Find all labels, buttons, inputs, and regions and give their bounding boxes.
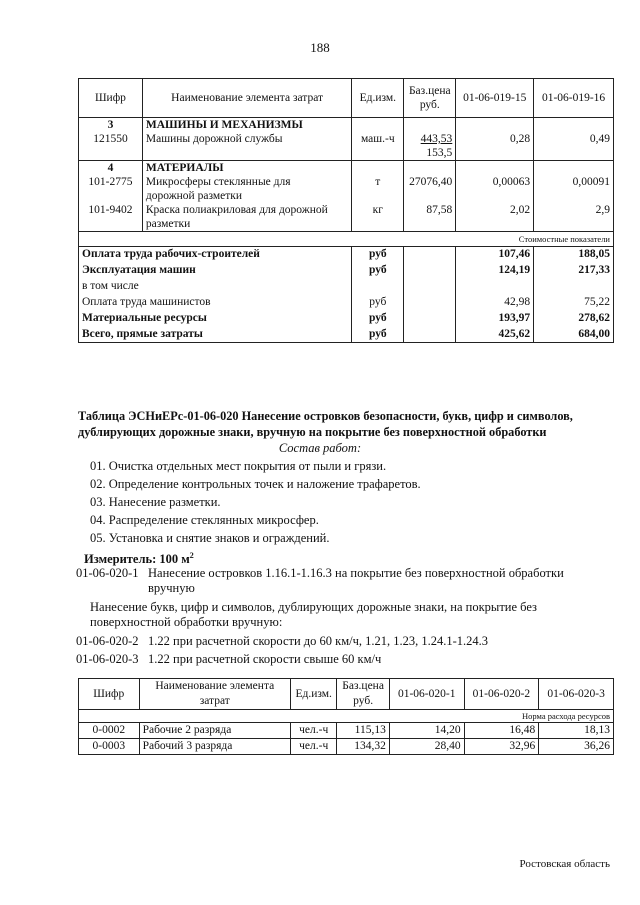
entry-text-cont: вручную <box>148 581 195 595</box>
cost-indicators-row <box>79 232 614 247</box>
entry-code: 01-06-020-3 <box>76 652 139 666</box>
section-heading-line2: дублирующих дорожные знаки, вручную на покрытие без поверхностной обработки <box>78 425 547 439</box>
list-item: 02. Определение контрольных точек и наложение трафаретов. <box>90 477 421 491</box>
row-name: Рабочий 3 разряда <box>139 739 290 755</box>
summary-row <box>79 279 614 295</box>
summary-row <box>79 311 614 327</box>
price-numerator: 443,53 <box>420 133 453 145</box>
entry-020-2 <box>76 634 488 649</box>
group-line2: поверхностной обработки вручную: <box>90 615 283 629</box>
row-name <box>142 175 351 203</box>
col-header-020-2: 01-06-020-2 <box>464 679 539 710</box>
col-header-019-15: 01-06-019-15 <box>456 79 534 118</box>
row-name: Рабочие 2 разряда <box>139 723 290 739</box>
row-value-2: 32,96 <box>464 739 539 755</box>
summary-value-2: 278,62 <box>534 311 614 327</box>
row-value-1: 2,02 <box>456 203 534 232</box>
table-row <box>79 723 614 739</box>
summary-label: Оплата труда машинистов <box>79 295 352 311</box>
entry-group <box>90 600 630 630</box>
cost-indicators-label: Стоимостные показатели <box>79 232 614 247</box>
work-heading: Состав работ: <box>278 441 362 455</box>
page-number: 188 <box>310 40 330 55</box>
section-row-machines <box>79 118 614 133</box>
section-title: МАТЕРИАЛЫ <box>142 161 351 176</box>
entry-code: 01-06-020-1 <box>76 566 139 580</box>
row-price: 134,32 <box>337 739 389 755</box>
summary-row <box>79 263 614 279</box>
row-code: 0-0003 <box>79 739 140 755</box>
summary-value-2: 217,33 <box>534 263 614 279</box>
row-code: 101-9402 <box>79 203 143 232</box>
row-code: 121550 <box>79 132 143 161</box>
entry-text: Нанесение островков 1.16.1-1.16.3 на покрытие без поверхностной обработки <box>148 566 564 580</box>
row-value-3: 18,13 <box>539 723 614 739</box>
summary-row <box>79 295 614 311</box>
table-row <box>79 739 614 755</box>
row-value-1: 0,28 <box>456 132 534 161</box>
row-code: 101-2775 <box>79 175 143 203</box>
summary-unit: руб <box>352 247 404 263</box>
summary-value-2: 684,00 <box>534 327 614 343</box>
footer-region: Ростовская область <box>519 858 610 870</box>
col-header-name: Наименование элемента затрат <box>139 679 290 710</box>
col-header-019-16: 01-06-019-16 <box>534 79 614 118</box>
section-number: 3 <box>79 118 143 133</box>
table-row <box>79 203 614 232</box>
row-name-line1: Краска полиакриловая для дорожной <box>145 204 328 216</box>
norm-row <box>79 710 614 723</box>
entry-text: 1.22 при расчетной скорости свыше 60 км/ч <box>148 652 382 666</box>
row-price <box>404 132 456 161</box>
row-unit: т <box>352 175 404 203</box>
group-line1: Нанесение букв, цифр и символов, дублирующих дорожные знаки, на покрытие без <box>90 600 537 614</box>
list-item: 03. Нанесение разметки. <box>90 495 221 509</box>
row-name-line2: дорожной разметки <box>145 190 242 202</box>
row-unit: чел.-ч <box>290 723 336 739</box>
summary-unit: руб <box>352 295 404 311</box>
list-item: 04. Распределение стеклянных микросфер. <box>90 513 319 527</box>
col-header-price: Баз.цена руб. <box>404 79 456 118</box>
row-name <box>142 203 351 232</box>
row-value-2: 2,9 <box>534 203 614 232</box>
norm-label: Норма расхода ресурсов <box>79 710 614 723</box>
meter <box>84 548 194 567</box>
meter-sup: 2 <box>189 551 194 560</box>
section-row-materials <box>79 161 614 176</box>
col-header-unit: Ед.изм. <box>352 79 404 118</box>
entry-020-3 <box>76 652 381 667</box>
row-code: 0-0002 <box>79 723 140 739</box>
entry-code: 01-06-020-2 <box>76 634 139 648</box>
section-number: 4 <box>79 161 143 176</box>
summary-value-2: 75,22 <box>534 295 614 311</box>
list-item: 01. Очистка отдельных мест покрытия от пыли и грязи. <box>90 459 387 473</box>
summary-label: Эксплуатация машин <box>79 263 352 279</box>
summary-label: Оплата труда рабочих-строителей <box>79 247 352 263</box>
col-header-unit: Ед.изм. <box>290 679 336 710</box>
summary-value-1: 193,97 <box>456 311 534 327</box>
resource-table-020 <box>78 678 614 755</box>
row-name-line2: разметки <box>145 218 191 230</box>
col-header-020-1: 01-06-020-1 <box>389 679 464 710</box>
row-price: 87,58 <box>404 203 456 232</box>
summary-row <box>79 247 614 263</box>
row-value-1: 0,00063 <box>456 175 534 203</box>
col-header-020-3: 01-06-020-3 <box>539 679 614 710</box>
work-list <box>90 459 421 549</box>
col-header-code: Шифр <box>79 679 140 710</box>
col-header-code: Шифр <box>79 79 143 118</box>
row-price: 27076,40 <box>404 175 456 203</box>
entry-text: 1.22 при расчетной скорости до 60 км/ч, 1.21, 1.23, 1.24.1-1.24.3 <box>148 634 489 648</box>
summary-value-1: 124,19 <box>456 263 534 279</box>
row-unit: маш.-ч <box>352 132 404 161</box>
row-unit: кг <box>352 203 404 232</box>
row-value-1: 14,20 <box>389 723 464 739</box>
summary-unit: руб <box>352 311 404 327</box>
summary-value-1: 42,98 <box>456 295 534 311</box>
summary-value-2: 188,05 <box>534 247 614 263</box>
row-value-1: 28,40 <box>389 739 464 755</box>
price-denominator: 153,5 <box>426 147 453 159</box>
row-value-2: 0,00091 <box>534 175 614 203</box>
row-value-2: 16,48 <box>464 723 539 739</box>
row-unit: чел.-ч <box>290 739 336 755</box>
summary-row <box>79 327 614 343</box>
section-heading-line1: Таблица ЭСНиЕРс-01-06-020 Нанесение островков безопасности, букв, цифр и символов, <box>78 409 573 423</box>
summary-label: Материальные ресурсы <box>79 311 352 327</box>
table-header-row <box>79 79 614 118</box>
row-value-3: 36,26 <box>539 739 614 755</box>
table-header-row <box>79 679 614 710</box>
resource-table-019 <box>78 78 614 343</box>
summary-value-1: 425,62 <box>456 327 534 343</box>
row-name: Машины дорожной службы <box>142 132 351 161</box>
row-price: 115,13 <box>337 723 389 739</box>
col-header-name: Наименование элемента затрат <box>142 79 351 118</box>
list-item: 05. Установка и снятие знаков и ограждений. <box>90 531 330 545</box>
table-row <box>79 175 614 203</box>
col-header-price: Баз.цена руб. <box>337 679 389 710</box>
entry-020-1 <box>76 566 636 596</box>
summary-unit: руб <box>352 327 404 343</box>
summary-label: в том числе <box>79 279 352 295</box>
section-heading <box>78 408 623 440</box>
summary-value-1: 107,46 <box>456 247 534 263</box>
section-title: МАШИНЫ И МЕХАНИЗМЫ <box>142 118 351 133</box>
table-row <box>79 132 614 161</box>
row-name-line1: Микросферы стеклянные для <box>145 176 291 188</box>
summary-unit: руб <box>352 263 404 279</box>
meter-label: Измеритель: 100 м <box>84 552 190 567</box>
summary-label: Всего, прямые затраты <box>79 327 352 343</box>
row-value-2: 0,49 <box>534 132 614 161</box>
